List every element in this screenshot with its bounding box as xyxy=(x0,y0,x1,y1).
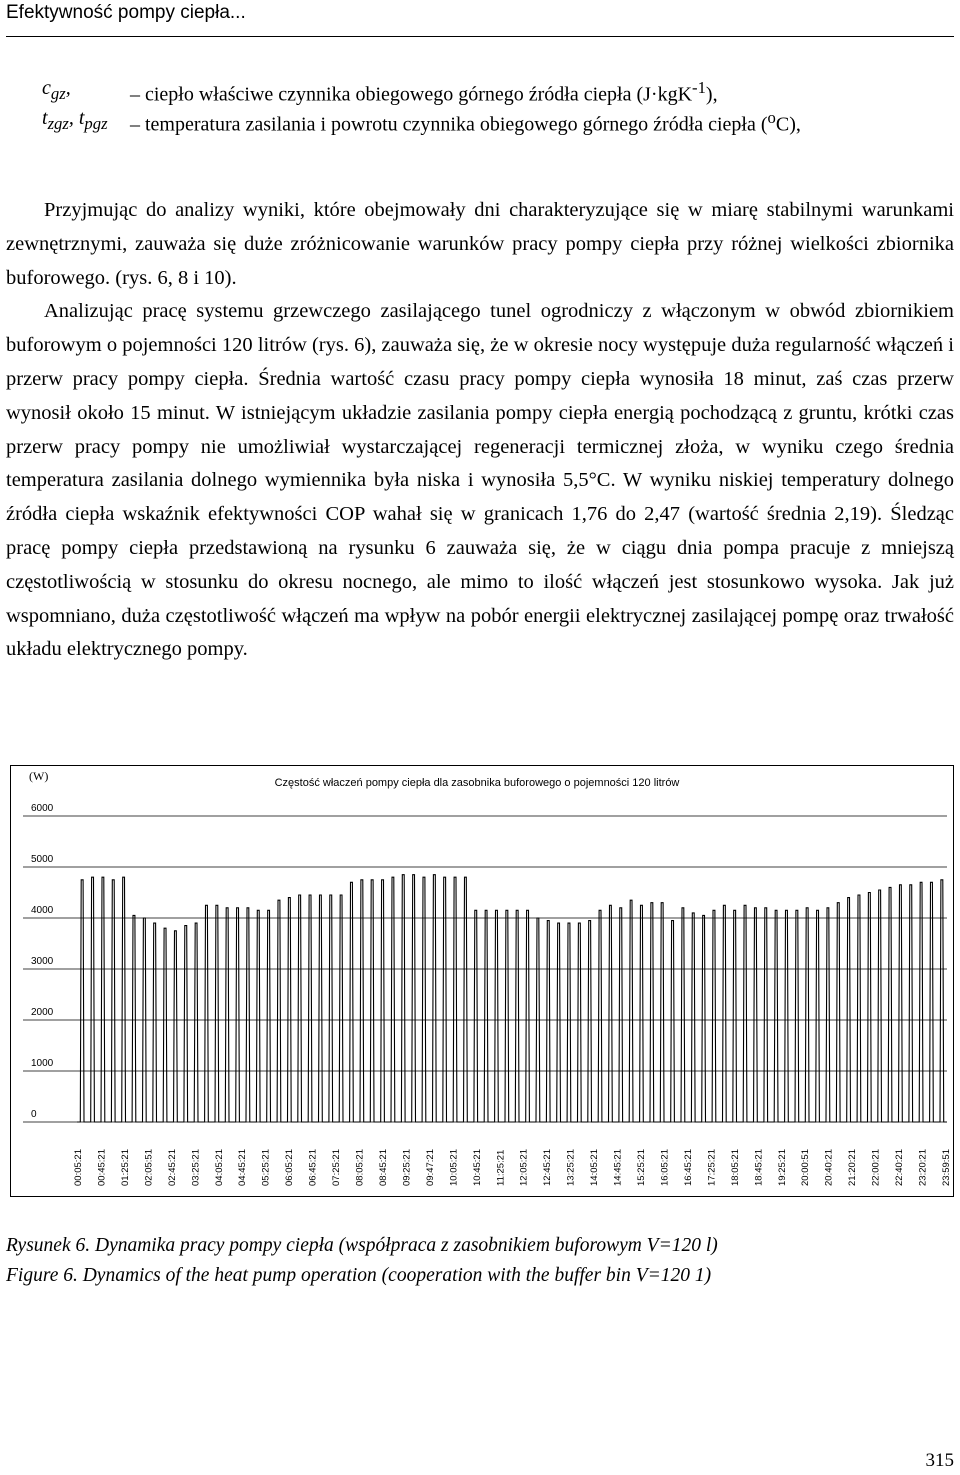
x-tick-label: 09:25:21 xyxy=(401,1149,413,1186)
symbol-cgz: $c_{gz}$, xyxy=(42,77,71,103)
x-tick-label: 20:00:51 xyxy=(800,1149,812,1186)
x-tick-label: 09:47:21 xyxy=(424,1149,436,1186)
x-tick-label: 07:25:21 xyxy=(331,1149,343,1186)
x-tick-label: 12:45:21 xyxy=(542,1149,554,1186)
series-line xyxy=(77,875,947,1122)
body-text xyxy=(6,194,954,667)
x-tick-label: 02:45:21 xyxy=(166,1149,178,1186)
x-tick-label: 13:25:21 xyxy=(565,1149,577,1186)
figure-caption-polish: Rysunek 6. Dynamika pracy pompy ciepła (współpraca z zasobnikiem buforowym V=120 l) xyxy=(6,1235,718,1256)
x-tick-label: 01:25:21 xyxy=(119,1149,131,1186)
x-tick-label: 18:05:21 xyxy=(729,1149,741,1186)
x-tick-label: 10:05:21 xyxy=(448,1149,460,1186)
x-tick-label: 16:45:21 xyxy=(682,1149,694,1186)
x-tick-label: 06:05:21 xyxy=(284,1149,296,1186)
x-tick-label: 04:45:21 xyxy=(237,1149,249,1186)
x-tick-label: 14:05:21 xyxy=(589,1149,601,1186)
x-tick-label: 20:40:21 xyxy=(823,1149,835,1186)
y-tick-label: 5000 xyxy=(31,854,54,865)
x-tick-label: 02:05:51 xyxy=(143,1149,155,1186)
running-title: Efektywność pompy ciepła... xyxy=(6,2,246,23)
x-tick-label: 18:45:21 xyxy=(753,1149,765,1186)
header-rule xyxy=(6,36,954,37)
x-tick-label: 03:25:21 xyxy=(190,1149,202,1186)
y-tick-label: 3000 xyxy=(31,956,54,967)
figure-caption-english: Figure 6. Dynamics of the heat pump operation (cooperation with the buffer bin V=120 1) xyxy=(6,1265,712,1286)
chart-title: Częstość właczeń pompy ciepła dla zasobnika buforowego o pojemności 120 litrów xyxy=(274,777,680,789)
x-tick-label: 17:25:21 xyxy=(706,1149,718,1186)
symbol-tzgz-definition: – temperatura zasilania i powrotu czynnika obiegowego górnego źródła ciepła ($^o$C), xyxy=(130,108,801,136)
x-tick-label: 22:00:21 xyxy=(870,1149,882,1186)
x-tick-label: 04:05:21 xyxy=(213,1149,225,1186)
x-tick-label: 22:40:21 xyxy=(894,1149,906,1186)
x-tick-label: 23:59:51 xyxy=(941,1149,952,1186)
x-tick-label: 19:25:21 xyxy=(776,1149,788,1186)
symbol-tzgz: $t_{zgz}$, $t_{pgz}$ xyxy=(42,107,108,133)
x-tick-label: 00:45:21 xyxy=(96,1149,108,1186)
y-axis-unit-label: (W) xyxy=(29,769,49,783)
chart-svg xyxy=(11,766,955,1198)
y-tick-label: 4000 xyxy=(31,905,54,916)
symbol-cgz-definition: – ciepło właściwe czynnika obiegowego górnego źródła ciepła (J·kgK$^{-1}$), xyxy=(130,78,718,106)
y-tick-label: 6000 xyxy=(31,803,54,814)
x-tick-label: 00:05:21 xyxy=(73,1149,84,1186)
paragraph-2: Analizując pracę systemu grzewczego zasilającego tunel ogrodniczy z włączonym w obwód zbiornikiem buforowym o pojemności 120 litrów (rys. 6), zauważa się, że w okresie nocy występuje duża regularność włączeń i przerw pracy pompy ciepła. Średnia wartość czasu pracy pompy ciepła wynosiła 18 minut, zaś czas przerw wynosił około 15 minut. W istniejącym układzie zasilania pompy ciepła energią pochodzącą z gruntu, krótki czas przerw pracy pompy nie umożliwiał wystarczającej regeneracji termicznej złoża, w wyniku czego średnia temperatura zasilania dolnego wymiennika była niska i wynosiła 5,5°C. W wyniku niskiej temperatury dolnego źródła ciepła wskaźnik efektywności COP wahał się w granicach 1,76 do 2,47 (wartość średnia 2,19). Śledząc pracę pompy ciepła przedstawioną na rysunku 6 zauważa się, że w ciągu dnia pompa pracuje z mniejszą częstotliwością w stosunku do okresu nocnego, ale mimo to ilość włączeń jest stosunkowo wysoka. Jak już wspomniano, duża częstotliwość włączeń ma wpływ na pobór energii elektrycznej zasilającej pompę oraz trwałość układu elektrycznego pompy. xyxy=(6,300,954,661)
x-tick-label: 14:45:21 xyxy=(612,1149,624,1186)
x-tick-label: 05:25:21 xyxy=(260,1149,272,1186)
y-tick-label: 1000 xyxy=(31,1058,54,1069)
x-tick-label: 15:25:21 xyxy=(636,1149,647,1186)
paragraph-1: Przyjmując do analizy wyniki, które obejmowały dni charakteryzujące się w miarę stabilnymi warunkami zewnętrznymi, zauważa się duże zróżnicowanie warunków pracy pompy ciepła przy różnej wielkości zbiornika buforowego. (rys. 6, 8 i 10). xyxy=(6,199,954,289)
x-tick-label: 06:45:21 xyxy=(307,1149,319,1186)
figure-6-chart xyxy=(10,765,954,1197)
page-number: 315 xyxy=(925,1450,954,1471)
x-tick-label: 16:05:21 xyxy=(659,1149,671,1186)
x-tick-label: 08:05:21 xyxy=(354,1149,366,1186)
x-tick-label: 12:05:21 xyxy=(518,1149,530,1186)
x-tick-label: 21:20:21 xyxy=(847,1149,859,1186)
x-tick-label: 11:25:21 xyxy=(495,1149,507,1186)
y-tick-label: 0 xyxy=(31,1109,37,1120)
x-tick-label: 23:20:21 xyxy=(917,1149,929,1186)
y-tick-label: 2000 xyxy=(31,1007,54,1018)
x-tick-label: 10:45:21 xyxy=(471,1149,483,1186)
x-tick-label: 08:45:21 xyxy=(378,1149,389,1186)
